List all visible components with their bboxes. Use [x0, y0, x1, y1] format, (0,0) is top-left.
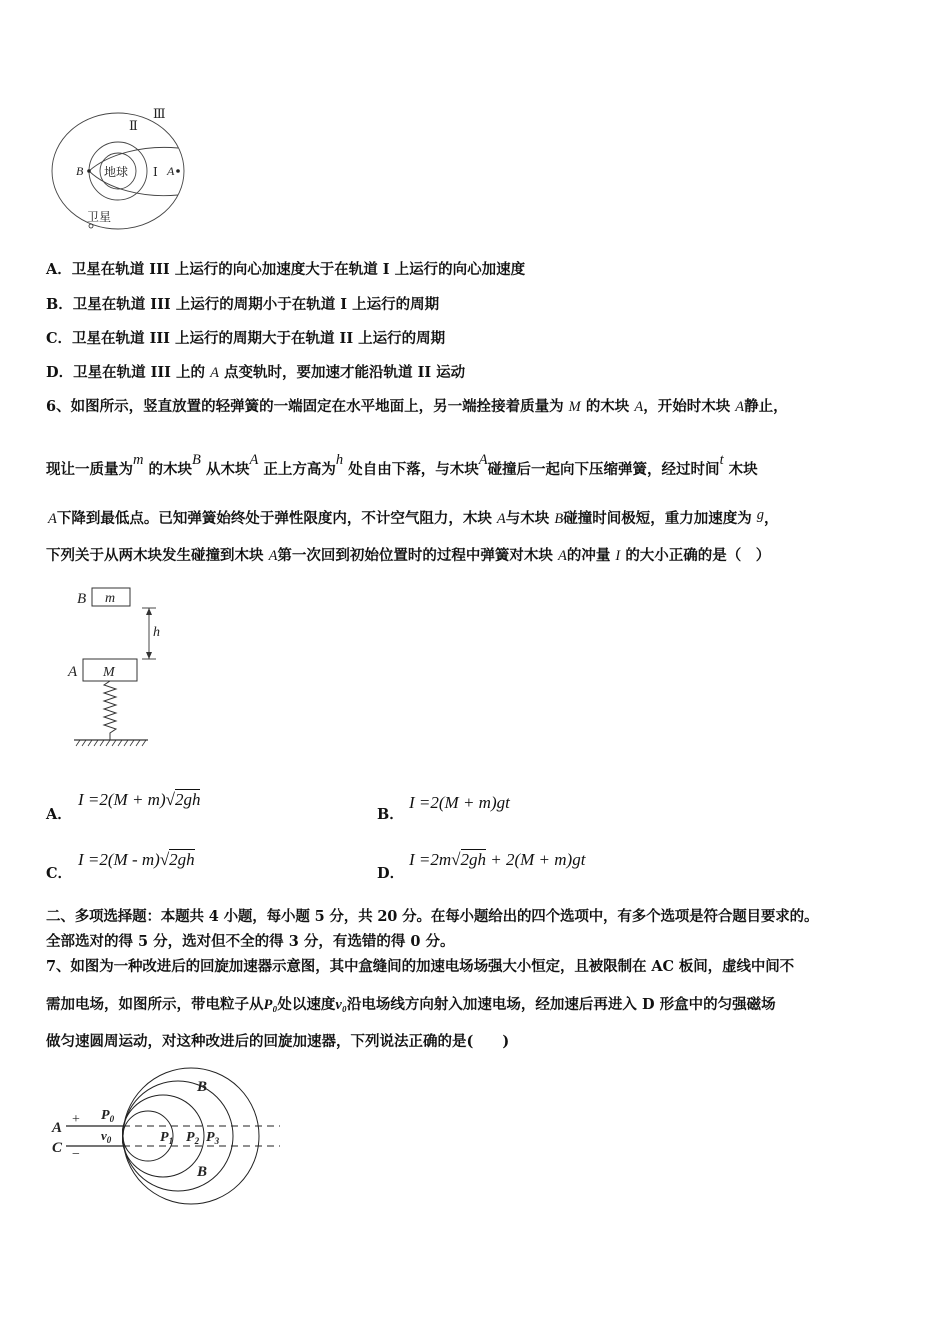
q6-l3-text-b: 与木块 — [505, 510, 550, 527]
ground-hatch — [76, 740, 146, 746]
q7-l2-var-v0: v₀ — [335, 997, 347, 1013]
plate-C-label: C — [52, 1140, 63, 1156]
v0-label: $v_0$ — [101, 1128, 112, 1145]
q5-option-d — [46, 364, 465, 383]
q6-l3-text-d: ， — [764, 510, 779, 527]
q6-line-2 — [46, 452, 758, 480]
q6-option-a-pre: I =2(M + m) — [78, 790, 166, 809]
block-A-label: A — [68, 664, 78, 680]
sqrt-sign-a: √ — [165, 790, 175, 809]
q6-l2-var-A2: A — [478, 452, 488, 468]
orbit-II-label: Ⅱ — [129, 118, 138, 133]
q6-l3-text-c: 碰撞时间极短，重力加速度为 — [563, 510, 752, 527]
q5-option-d-var: A — [210, 365, 219, 381]
q6-l2-text-g: 木块 — [728, 461, 758, 478]
orbit-I-label: Ⅰ — [153, 165, 158, 179]
P3-label: $P_3$ — [206, 1130, 220, 1146]
q5-option-a: A．卫星在轨道 III 上运行的向心加速度大于在轨道 I 上运行的向心加速度 — [46, 261, 526, 278]
point-B-label: B — [76, 164, 84, 178]
orbit-II-upper — [89, 147, 178, 171]
q6-l2-text-c: 从木块 — [205, 461, 250, 478]
q6-l2-var-A: A — [249, 452, 259, 468]
q6-l2-var-B: B — [192, 452, 201, 468]
field-B-top: B — [197, 1079, 208, 1095]
section2-line-1: 二、多项选择题：本题共 4 小题，每小题 5 分，共 20 分。在每小题给出的四个选项中，有多个选项是符合题目要求的。 — [46, 908, 819, 925]
q6-l3-var-g: g — [756, 507, 765, 523]
orbit-figure — [45, 100, 205, 240]
q7-line-2 — [46, 996, 776, 1015]
block-A-mass: M — [103, 665, 115, 680]
q6-l4-var-A: A — [268, 548, 278, 564]
q6-l4-var-A2: A — [557, 548, 567, 564]
height-arrow-up — [146, 608, 152, 615]
q6-option-c-radicand: 2gh — [169, 850, 195, 869]
q6-l1-var-A: A — [634, 399, 644, 415]
q6-l4-text-a: 下列关于从两木块发生碰撞到木块 — [46, 547, 264, 564]
q6-option-a-radicand: 2gh — [174, 790, 201, 809]
q7-l2-text-b: 处以速度 — [277, 996, 336, 1013]
height-label: h — [153, 625, 160, 640]
plus-sign: + — [72, 1112, 80, 1127]
orbit-III-label: Ⅲ — [153, 106, 166, 121]
height-arrow-down — [146, 652, 152, 659]
q6-option-d-radicand: 2gh — [460, 850, 487, 869]
q6-l4-text-b: 第一次回到初始位置时的过程中弹簧对木块 — [277, 547, 553, 564]
q6-line-3 — [48, 507, 779, 529]
point-B-dot — [87, 169, 91, 173]
P1-label: $P_1$ — [160, 1130, 174, 1146]
q6-l4-text-d: 的大小正确的是（ ） — [625, 547, 771, 564]
P0-label: $P_0$ — [101, 1108, 115, 1124]
spring-figure — [62, 582, 162, 750]
q6-line-1 — [46, 398, 788, 417]
q6-l3-var-A2: A — [496, 511, 506, 527]
plate-A-label: A — [52, 1120, 63, 1136]
q7-line-1: 7、如图为一种改进后的回旋加速器示意图，其中盒缝间的加速电场场强大小恒定，且被限制在 AC 板间，虚线中间不 — [46, 958, 795, 975]
spring — [104, 681, 116, 740]
q6-l2-text-a: 现让一质量为 — [46, 461, 133, 478]
q7-l2-var-P0: P₀ — [263, 997, 278, 1013]
q6-l2-text-b: 的木块 — [148, 461, 193, 478]
q6-l4-text-c: 的冲量 — [566, 547, 611, 564]
q6-l4-var-I: I — [615, 548, 621, 564]
q6-option-d-pre: I =2m — [409, 850, 452, 869]
q6-option-b-formula: I =2(M + m)gt — [409, 793, 510, 812]
q6-option-b-label: B． — [377, 806, 404, 823]
point-A-label: A — [167, 164, 175, 178]
q6-l3-var-A: A — [48, 511, 57, 527]
cyclotron-figure — [48, 1062, 288, 1212]
q7-l2-text-a: 需加电场，如图所示，带电粒子从 — [46, 996, 264, 1013]
q6-option-d-formula — [409, 850, 585, 870]
q5-option-d-pre: D．卫星在轨道 III 上的 — [46, 364, 206, 381]
q6-option-c-formula — [78, 850, 195, 870]
q6-l2-var-m: m — [133, 452, 144, 468]
q6-option-a-formula — [78, 790, 200, 810]
q6-option-c-label: C． — [46, 865, 73, 882]
sqrt-sign-d: √ — [451, 850, 461, 869]
q6-l1-text-d: 静止， — [744, 398, 788, 415]
q6-option-c-pre: I =2(M - m) — [78, 850, 160, 869]
q6-l2-text-f: 碰撞后一起向下压缩弹簧，经过时间 — [487, 461, 720, 478]
q5-option-d-post: 点变轨时，要加速才能沿轨道 II 运动 — [224, 364, 466, 381]
q6-l2-text-e: 处自由下落，与木块 — [348, 461, 479, 478]
sqrt-sign-c: √ — [159, 850, 170, 869]
q6-option-d-post: + 2(M + m)gt — [490, 850, 586, 869]
q7-l2-text-c: 沿电场线方向射入加速电场，经加速后再进入 D 形盒中的匀强磁场 — [346, 996, 776, 1013]
q5-option-b: B．卫星在轨道 III 上运行的周期小于在轨道 I 上运行的周期 — [46, 296, 440, 313]
satellite-label: 卫星 — [87, 210, 112, 224]
q5-option-c: C．卫星在轨道 III 上运行的周期大于在轨道 II 上运行的周期 — [46, 330, 446, 347]
q7-line-3: 做匀速圆周运动，对这种改进后的回旋加速器，下列说法正确的是( ) — [46, 1033, 510, 1050]
block-B-label: B — [77, 591, 87, 607]
q6-l1-text-c: ，开始时木块 — [643, 398, 731, 415]
minus-sign: − — [72, 1147, 80, 1162]
q6-l2-text-d: 正上方高为 — [263, 461, 336, 478]
q6-l3-var-B: B — [554, 511, 564, 527]
q6-l1-text-b: 的木块 — [585, 398, 630, 415]
q6-l2-var-h: h — [335, 452, 344, 468]
section2-line-2: 全部选对的得 5 分，选对但不全的得 3 分，有选错的得 0 分。 — [46, 933, 455, 950]
q6-line-4 — [46, 547, 770, 566]
q6-l1-var-A2: A — [735, 399, 745, 415]
q6-option-d-label: D． — [377, 865, 405, 882]
block-B-mass: m — [105, 591, 116, 606]
q6-l1-var-M: M — [568, 399, 581, 415]
earth-label: 地球 — [104, 165, 129, 179]
q6-option-a-label: A． — [46, 806, 72, 823]
field-B-bottom: B — [197, 1164, 208, 1180]
orbit-II — [89, 171, 178, 196]
q6-l2-var-t: t — [719, 452, 724, 468]
q6-l1-text-a: 6、如图所示，竖直放置的轻弹簧的一端固定在水平地面上，另一端拴接着质量为 — [46, 398, 564, 415]
P2-label: $P_2$ — [186, 1130, 200, 1146]
q6-l3-text-a: 下降到最低点。已知弹簧始终处于弹性限度内，不计空气阻力，木块 — [56, 510, 492, 527]
point-A-dot — [176, 169, 180, 173]
